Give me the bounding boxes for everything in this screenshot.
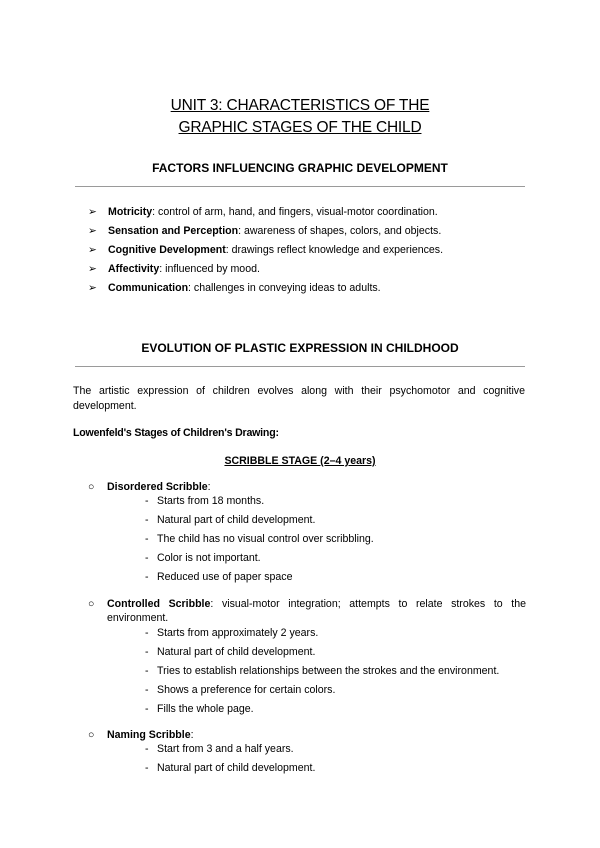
dash-bullet-icon: -	[145, 571, 149, 583]
scribble-description: :	[207, 481, 211, 493]
factors-heading: FACTORS INFLUENCING GRAPHIC DEVELOPMENT	[152, 161, 448, 175]
factor-item	[88, 281, 381, 295]
list-item	[145, 664, 499, 678]
factor-description: : awareness of shapes, colors, and objects.	[238, 225, 442, 237]
list-item-text: Starts from approximately 2 years.	[157, 627, 319, 639]
list-item-text: Reduced use of paper space	[157, 571, 293, 583]
scribble-stage-heading: SCRIBBLE STAGE (2–4 years)	[224, 455, 376, 467]
list-item	[145, 683, 335, 697]
dash-bullet-icon: -	[145, 495, 149, 507]
document-title-line-1: UNIT 3: CHARACTERISTICS OF THE	[170, 97, 430, 114]
factor-term: Communication	[108, 282, 189, 294]
factor-item	[88, 262, 260, 276]
arrow-bullet-icon: ➢	[88, 244, 97, 256]
list-item-text: Natural part of child development.	[157, 762, 316, 774]
list-item-text: Shows a preference for certain colors.	[157, 684, 336, 696]
list-item-text: Natural part of child development.	[157, 646, 316, 658]
list-item	[145, 742, 294, 756]
circle-bullet-icon: ○	[88, 729, 95, 741]
factor-item	[88, 243, 443, 257]
factor-description: : control of arm, hand, and fingers, visual-motor coordination.	[152, 206, 438, 218]
list-item-text: The child has no visual control over scribbling.	[157, 533, 374, 545]
list-item	[145, 626, 318, 640]
list-item	[145, 494, 264, 508]
list-item-text: Start from 3 and a half years.	[157, 743, 294, 755]
naming-scribble-item	[88, 728, 526, 742]
factor-description: : drawings reflect knowledge and experiences.	[225, 244, 444, 256]
intro-paragraph: The artistic expression of children evolves along with their psychomotor and cognitive development.	[73, 385, 525, 412]
factor-description: : challenges in conveying ideas to adults.	[188, 282, 381, 294]
dash-bullet-icon: -	[145, 684, 149, 696]
dash-bullet-icon: -	[145, 762, 149, 774]
list-item	[145, 551, 261, 565]
section-divider	[75, 366, 525, 367]
dash-bullet-icon: -	[145, 646, 149, 658]
scribble-description: : visual-motor integration; attempts to relate strokes to the environment.	[107, 598, 527, 624]
list-item	[145, 570, 292, 584]
dash-bullet-icon: -	[145, 703, 149, 715]
controlled-scribble-item	[88, 597, 526, 625]
document-title-line-2: GRAPHIC STAGES OF THE CHILD	[178, 119, 422, 136]
scribble-term: Controlled Scribble	[107, 598, 211, 610]
dash-bullet-icon: -	[145, 533, 149, 545]
stages-subheading: Lowenfeld's Stages of Children's Drawing:	[73, 427, 279, 439]
dash-bullet-icon: -	[145, 627, 149, 639]
factor-term: Motricity	[108, 206, 153, 218]
factor-term: Sensation and Perception	[108, 225, 239, 237]
list-item	[145, 645, 315, 659]
list-item-text: Color is not important.	[157, 552, 261, 564]
factor-term: Affectivity	[108, 263, 160, 275]
scribble-term: Naming Scribble	[107, 729, 191, 741]
section-divider	[75, 186, 525, 187]
dash-bullet-icon: -	[145, 665, 149, 677]
dash-bullet-icon: -	[145, 514, 149, 526]
factor-item	[88, 205, 438, 219]
list-item-text: Natural part of child development.	[157, 514, 316, 526]
arrow-bullet-icon: ➢	[88, 282, 97, 294]
list-item	[145, 702, 254, 716]
list-item	[145, 761, 315, 775]
list-item-text: Fills the whole page.	[157, 703, 254, 715]
disordered-scribble-item	[88, 480, 526, 494]
factor-description: : influenced by mood.	[159, 263, 260, 275]
scribble-description: :	[190, 729, 194, 741]
factor-item	[88, 224, 441, 238]
list-item	[145, 513, 315, 527]
factor-term: Cognitive Development	[108, 244, 226, 256]
dash-bullet-icon: -	[145, 552, 149, 564]
circle-bullet-icon: ○	[88, 481, 95, 493]
arrow-bullet-icon: ➢	[88, 206, 97, 218]
list-item-text: Starts from 18 months.	[157, 495, 265, 507]
scribble-term: Disordered Scribble	[107, 481, 208, 493]
dash-bullet-icon: -	[145, 743, 149, 755]
arrow-bullet-icon: ➢	[88, 225, 97, 237]
circle-bullet-icon: ○	[88, 598, 95, 610]
list-item-text: Tries to establish relationships between the strokes and the environment.	[157, 665, 500, 677]
arrow-bullet-icon: ➢	[88, 263, 97, 275]
evolution-heading: EVOLUTION OF PLASTIC EXPRESSION IN CHILDHOOD	[141, 341, 459, 355]
list-item	[145, 532, 374, 546]
